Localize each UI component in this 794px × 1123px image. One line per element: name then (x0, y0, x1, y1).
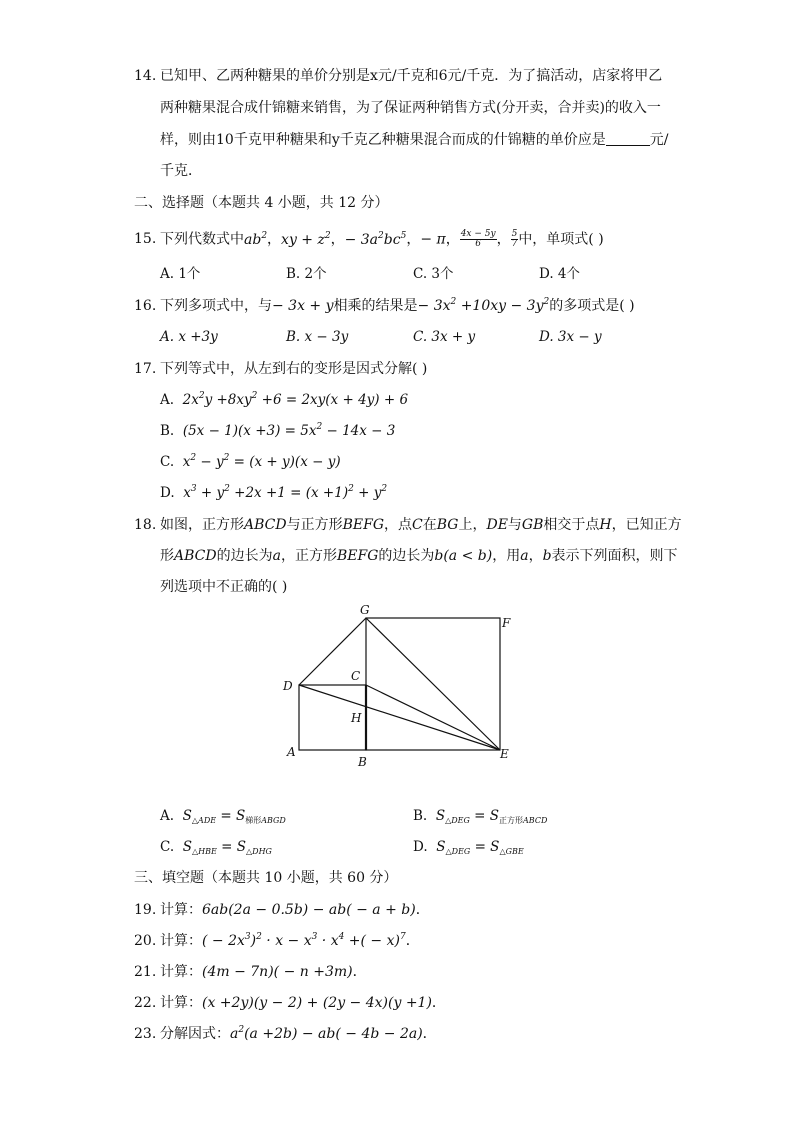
q15-option-a[interactable]: A. 1个 (160, 266, 201, 282)
point-label-h: H (351, 711, 362, 725)
section-2-heading: 二、选择题（本题共 4 小题，共 12 分） (134, 195, 389, 211)
q17-stem: 下列等式中，从左到右的变形是因式分解( ) (160, 361, 428, 377)
q14-line4: 千克． (160, 163, 202, 179)
q16-part-c: 的多项式是( ) (549, 298, 635, 314)
q14-line3-text: 样，则由10千克甲种糖果和y千克乙种糖果混合而成的什锦糖的单价应是 (160, 132, 606, 148)
q14-line2: 两种糖果混合成什锦糖来销售，为了保证两种销售方式(分开卖，合并卖)的收入一 (160, 100, 661, 116)
q19-stem: 计算：6ab(2a − 0.5b) − ab( − a + b)． (160, 902, 430, 918)
q22-stem: 计算：(x +2y)(y − 2) + (2y − 4x)(y +1)． (160, 995, 446, 1011)
q20-stem: 计算：( − $2x^3)^2 \cdot x - x^3 \cdot x^4$ +( − x)$^7$． (160, 932, 420, 949)
q15-option-c[interactable]: C. 3个 (413, 266, 454, 282)
q17-option-a[interactable]: A. $2x^2y +8xy^2 +6 = 2xy(x + 4y) + 6$ (160, 391, 409, 408)
q17-number: 17. (134, 361, 157, 377)
q14-line3-unit: 元/ (649, 132, 669, 148)
q15-option-d[interactable]: D. 4个 (539, 266, 581, 282)
q19-number: 19. (134, 902, 157, 918)
q16-part-b: 相乘的结果是 (333, 298, 418, 314)
q14-number: 14. (134, 68, 157, 84)
answer-blank[interactable] (606, 133, 650, 146)
q16-part-a: 下列多项式中，与 (160, 298, 272, 314)
point-label-d: D (283, 679, 293, 693)
q15-option-b[interactable]: B. 2个 (286, 266, 327, 282)
q18-option-a[interactable]: A. $S_{\triangle ADE} = S_{梯形ABGD}$ (160, 808, 286, 825)
q16-stem: 下列多项式中，与− 3x + y相乘的结果是− $3x^2 +10xy - 3y^2$的多项式是( ) (160, 297, 635, 314)
q18-number: 18. (134, 517, 157, 533)
q16-option-c[interactable]: C. 3x + y (413, 329, 476, 345)
q17-option-d[interactable]: D. $x^3 + y^2 +2x +1 = (x +1)^2 + y^2$ (160, 484, 388, 501)
q14-line3 (160, 131, 668, 149)
q18-line2: 形ABCD的边长为a，正方形BEFG的边长为b(a < b)，用a，b表示下列面积，则下 (160, 548, 678, 564)
q14-line1: 已知甲、乙两种糖果的单价分别是x元/千克和6元/千克．为了搞活动，店家将甲乙 (160, 68, 663, 84)
q18-line3: 列选项中不正确的( ) (160, 579, 288, 595)
q15-stem: 下列代数式中$ab^2$，xy + $z^2$，− $3a^2bc^5$，− π， $\frac{4x - 5y}{6}$ ， $\frac{5}{7}$ 中，单项式( ) (160, 229, 604, 249)
q17-option-b[interactable]: B. $(5x - 1)(x +3) = 5x^2 - 14x - 3$ (160, 422, 396, 439)
point-label-e: E (500, 747, 509, 761)
q21-number: 21. (134, 964, 157, 980)
point-label-a: A (287, 745, 296, 759)
q16-number: 16. (134, 298, 157, 314)
point-label-g: G (360, 603, 370, 617)
q20-number: 20. (134, 933, 157, 949)
q18-line1: 如图，正方形ABCD与正方形BEFG，点C在BG上，DE与GB相交于点H，已知正方 (160, 517, 682, 533)
q17-option-c[interactable]: C. $x^2 - y^2 = (x + y)(x - y)$ (160, 453, 341, 470)
q23-number: 23. (134, 1026, 157, 1042)
q23-stem: 分解因式：$a^2(a +2b) - ab( - 4b - 2a)$． (160, 1025, 437, 1042)
point-label-b: B (358, 755, 367, 769)
fraction-2: $\frac{5}{7}$ (511, 229, 518, 249)
q21-stem: 计算：(4m − 7n)( − n +3m)． (160, 964, 367, 980)
q15-prefix: 下列代数式中 (160, 231, 244, 248)
q16-option-d[interactable]: D. 3x − y (539, 329, 602, 345)
q16-option-b[interactable]: B. x − 3y (286, 329, 349, 345)
q16-option-a[interactable]: A. x +3y (160, 329, 218, 345)
fraction-1: $\frac{4x - 5y}{6}$ (460, 229, 496, 249)
q18-option-b[interactable]: B. $S_{\triangle DEG} = S_{正方形ABCD}$ (413, 808, 548, 825)
q22-number: 22. (134, 995, 157, 1011)
point-label-f: F (502, 616, 511, 630)
q18-option-c[interactable]: C. $S_{\triangle HBE} = S_{\triangle DHG}$ (160, 839, 272, 856)
q18-option-d[interactable]: D. $S_{\triangle DEG} = S_{\triangle GBE}$ (413, 839, 524, 856)
section-3-heading: 三、填空题（本题共 10 小题，共 60 分） (134, 870, 398, 886)
geometry-figure (270, 595, 530, 775)
q15-suffix: 中，单项式( ) (518, 231, 604, 248)
q15-number: 15. (134, 231, 157, 247)
point-label-c: C (351, 669, 361, 683)
